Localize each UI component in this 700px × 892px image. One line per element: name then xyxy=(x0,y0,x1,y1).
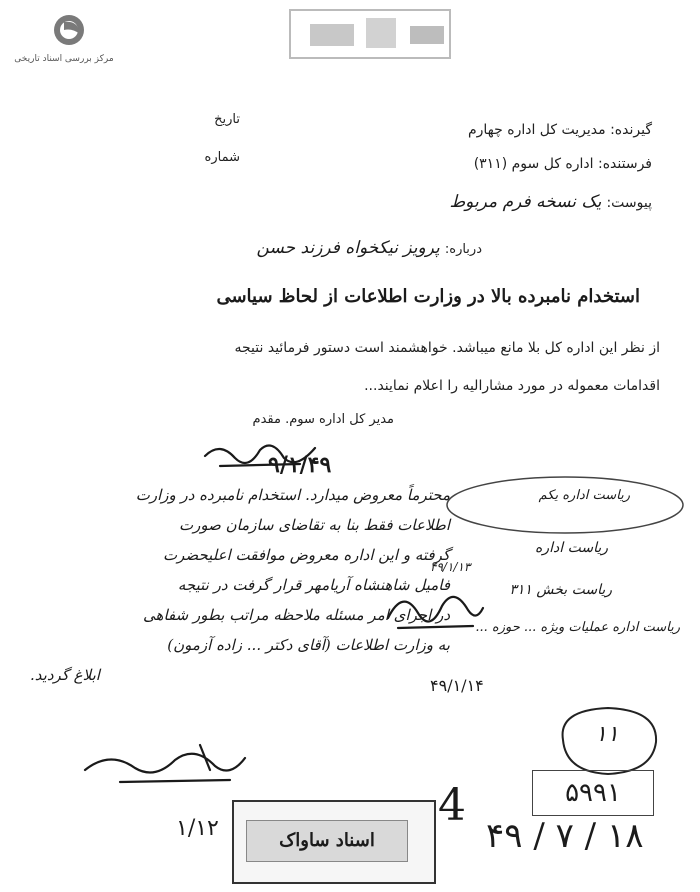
archive-logo-icon xyxy=(18,8,104,50)
bottom-date: ۱۸ / ۷ / ۴۹ xyxy=(486,816,644,856)
subject-line xyxy=(257,238,482,258)
signature-line: مدیر کل اداره سوم. مقدم xyxy=(252,412,394,427)
date-label: تاریخ xyxy=(214,112,240,127)
bottom-left-note: ۱/۱۲ xyxy=(176,816,219,841)
sender-line: فرستنده: اداره کل سوم (۳۱۱) xyxy=(473,156,652,172)
bottom-stamp-inner xyxy=(246,820,408,862)
note-line-4: فامیل شاهنشاه آریامهر قرار گرفت در نتیجه xyxy=(177,576,450,594)
right-note-1: ریاست اداره یکم xyxy=(538,488,630,503)
right-signature-scribble xyxy=(378,578,488,638)
handwritten-date-top: ۹/۱/۴۹ xyxy=(268,452,332,478)
body-line-2: اقدامات معموله در مورد مشارالیه را اعلام نمایند... xyxy=(364,378,660,394)
attachment-value: یک نسخه فرم مربوط xyxy=(449,192,602,212)
right-note-2: ریاست اداره xyxy=(535,540,608,556)
note-line-1: محترماً معروض میدارد. استخدام نامبرده در وزارت xyxy=(135,486,450,504)
right-note-3: ریاست بخش ۳۱۱ xyxy=(509,582,612,598)
subject-value: پرویز نیکخواه فرزند حسن xyxy=(256,238,440,258)
note-line-5: در اجرای امر مسئله ملاحظه مراتب بطور شفاهی xyxy=(143,606,450,624)
bottom-stamp xyxy=(232,800,436,884)
number-label: شماره xyxy=(204,150,240,165)
right-note-date: ۴۹/۱/۱۳ xyxy=(430,560,471,574)
bottom-stamp-text: اسناد ساواک xyxy=(279,830,375,851)
note-line-2: اطلاعات فقط بنا به تقاضای سازمان صورت xyxy=(178,516,450,534)
file-number: ۵۹۹۱ xyxy=(565,778,621,808)
recipient-line: گیرنده: مدیریت کل اداره چهارم xyxy=(467,122,652,138)
note-line-6: به وزارت اطلاعات (آقای دکتر ... زاده آزمون) xyxy=(167,636,450,654)
right-oval-stamp xyxy=(440,470,690,540)
body-line-1: از نظر این اداره کل بلا مانع میباشد. خواهشمند است دستور فرمائید نتیجه xyxy=(234,340,660,356)
watermark-caption: مرکز بررسی اسناد تاریخی xyxy=(14,54,114,64)
big-mark-four: 4 xyxy=(438,780,466,831)
note-signature-scribble xyxy=(80,740,250,790)
attachment-line xyxy=(449,192,652,212)
attachment-label: پیوست: xyxy=(606,195,652,211)
subject-label: درباره: xyxy=(444,242,482,257)
top-scan-edge xyxy=(270,0,480,78)
note-line-7: ابلاغ گردید. xyxy=(30,666,100,684)
right-note-4: ریاست اداره عملیات ویژه ... حوزه ... xyxy=(475,620,680,635)
file-number-box xyxy=(532,770,654,816)
headline: استخدام نامبرده بالا در وزارت اطلاعات از لحاظ سیاسی xyxy=(216,286,640,307)
watermark-logo xyxy=(14,8,114,68)
circled-mark-text: ۱۱ xyxy=(595,722,619,747)
note-line-3: گرفته و این اداره معروض موافقت اعلیحضرت xyxy=(163,546,450,564)
right-date-small: ۴۹/۱/۱۴ xyxy=(430,676,484,695)
